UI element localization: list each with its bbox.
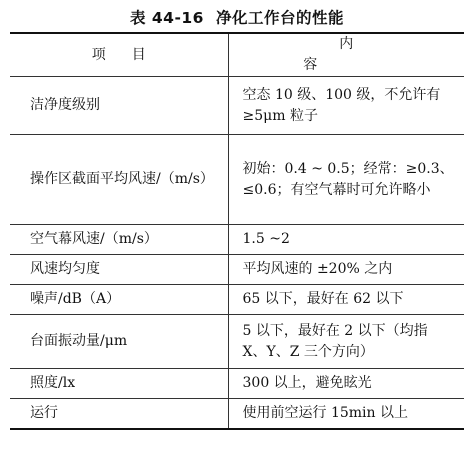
- header-row: [10, 33, 464, 77]
- table-title: [0, 6, 474, 28]
- table-row: [10, 399, 464, 430]
- row-item-cell: 操作区截面平均风速/（m/s）: [10, 135, 228, 225]
- table-title-text: 净化工作台的性能: [215, 9, 344, 27]
- performance-table: [10, 32, 464, 430]
- row-content-cell: 1.5 ~2: [228, 225, 464, 255]
- table-number: 表 44-16: [130, 9, 204, 27]
- row-content-cell: 空态 10 级、100 级，不允许有≥5μm 粒子: [228, 77, 464, 135]
- row-content-cell: 使用前空运行 15min 以上: [228, 399, 464, 430]
- column-header-content: 内容: [228, 33, 464, 77]
- row-content-cell: 初始：0.4 ~ 0.5；经常：≥0.3、≤0.6；有空气幕时可允许略小: [228, 135, 464, 225]
- table-row: [10, 369, 464, 399]
- row-item-cell: 台面振动量/μm: [10, 315, 228, 369]
- table-row: [10, 255, 464, 285]
- row-item-cell: 照度/lx: [10, 369, 228, 399]
- row-item-cell: 洁净度级别: [10, 77, 228, 135]
- row-item-cell: 空气幕风速/（m/s）: [10, 225, 228, 255]
- row-item-cell: 噪声/dB（A）: [10, 285, 228, 315]
- table-row: [10, 285, 464, 315]
- row-content-cell: 5 以下，最好在 2 以下（均指 X、Y、Z 三个方向）: [228, 315, 464, 369]
- row-content-cell: 300 以上，避免眩光: [228, 369, 464, 399]
- table-row: [10, 225, 464, 255]
- column-header-item: 项目: [10, 33, 228, 77]
- row-content-cell: 65 以下，最好在 62 以下: [228, 285, 464, 315]
- row-item-cell: 风速均匀度: [10, 255, 228, 285]
- table-row: [10, 77, 464, 135]
- table-row: [10, 315, 464, 369]
- row-content-cell: 平均风速的 ±20% 之内: [228, 255, 464, 285]
- table-row: [10, 135, 464, 225]
- row-item-cell: 运行: [10, 399, 228, 430]
